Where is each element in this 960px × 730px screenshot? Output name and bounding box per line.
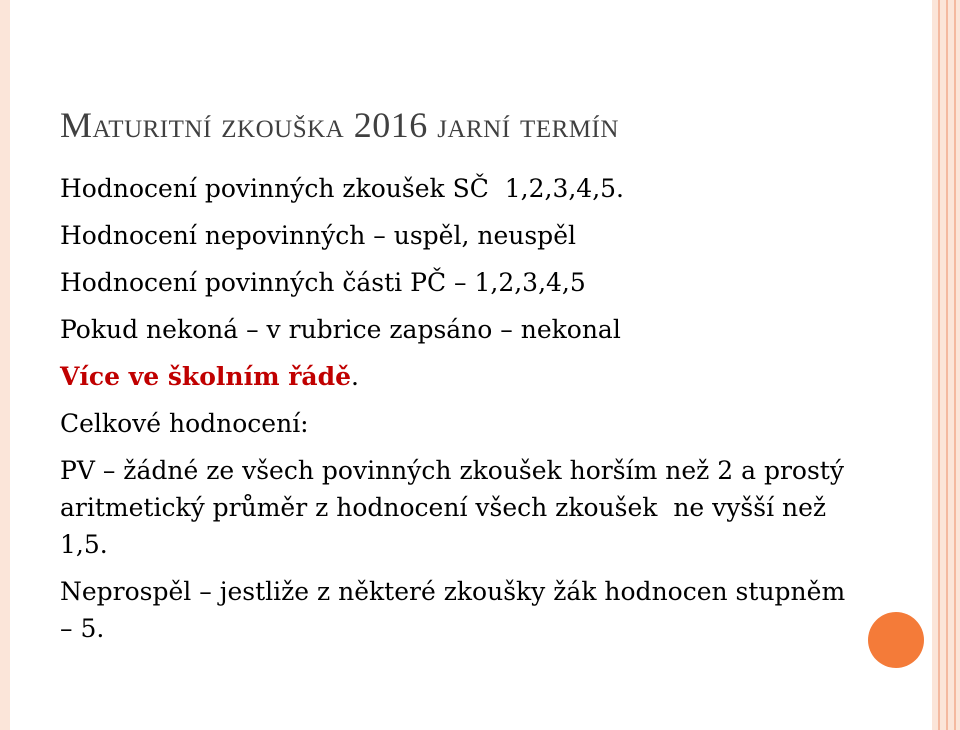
paragraph-not-taken: Pokud nekoná – v rubrice zapsáno – nekonal [60,315,621,344]
right-border-line [938,0,940,730]
paragraph-mandatory-exams: Hodnocení povinných zkoušek SČ 1,2,3,4,5. [60,174,625,203]
slide-content [60,170,860,657]
paragraph-profile-part: Hodnocení povinných části PČ – 1,2,3,4,5 [60,268,586,297]
school-rules-period: . [351,362,359,391]
orange-circle-decoration [868,612,924,668]
paragraph-passed-with-distinction: PV – žádné ze všech povinných zkoušek horším než 2 a prostý aritmetický průměr z hodnocení všech zkoušek ne vyšší než 1,5. [60,456,852,559]
paragraph-failed: Neprospěl – jestliže z některé zkoušky žák hodnocen stupněm – 5. [60,577,846,643]
right-border-line [946,0,948,730]
slide-title: Maturitní zkouška 2016 jarní termín [60,105,619,145]
right-border-line [954,0,956,730]
paragraph-optional-exams: Hodnocení nepovinných – uspěl, neuspěl [60,221,576,250]
paragraph-school-rules [60,358,860,395]
left-border-decoration [0,0,10,730]
paragraph-overall-heading: Celkové hodnocení: [60,409,309,438]
school-rules-emphasis: Více ve školním řádě [60,362,352,391]
